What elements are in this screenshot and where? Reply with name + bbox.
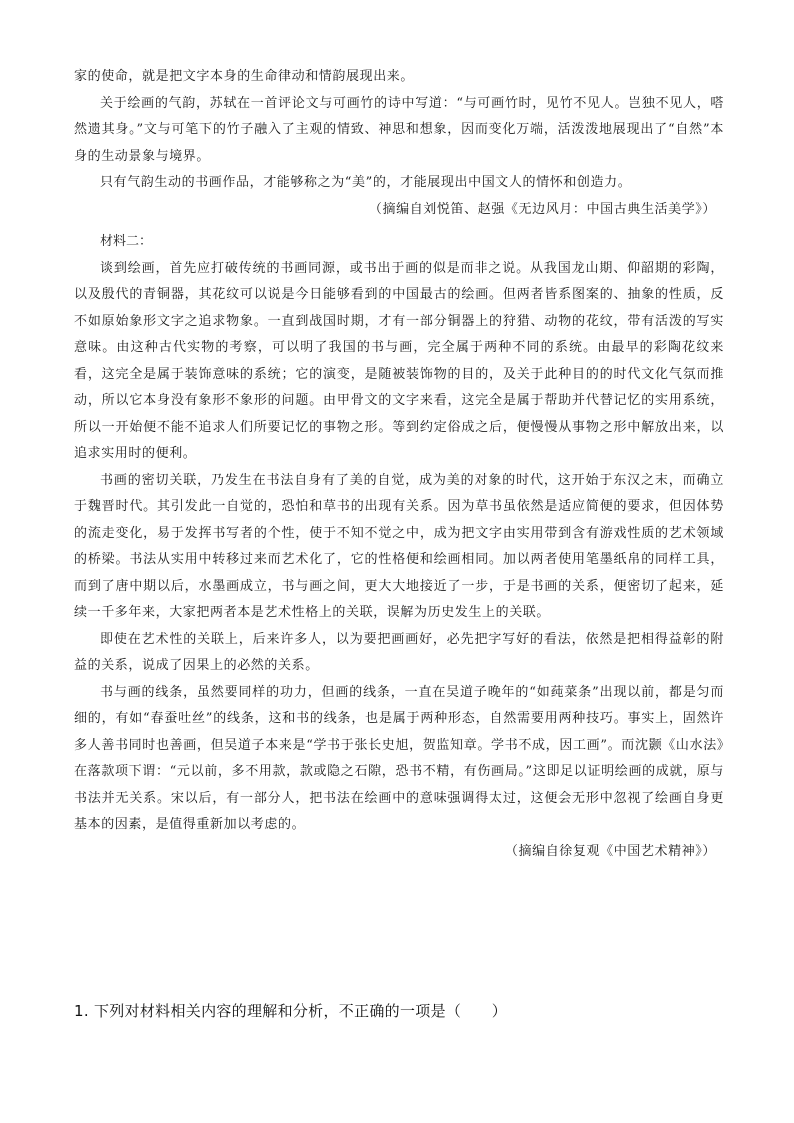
material1-source: （摘编自刘悦笛、赵强《无边风月：中国古典生活美学》）	[368, 201, 716, 217]
paragraph-calligraphy-painting-relation: 书画的密切关联，乃发生在书法自身有了美的自觉，成为美的对象的时代，这开始于东汉之末，而确立于魏晋时代。其引发此一自觉的，恐怕和草书的出现有关系。因为草书虽依然是适应简便的要求，但因体势的流走变化，易于发挥书写者的个性，使于不知不觉之中，成为把文字由实用带到含有游戏性质的艺术领域的桥梁。书法从实用中转移过来而艺术化了，它的性格便和绘画相同。加以两者使用笔墨纸帛的同样工具，而到了唐中期以后，水墨画成立，书与画之间，更大大地接近了一步，于是书画的关系，便密切了起来，延续一千多年来，大家把两者本是艺术性格上的关联，误解为历史发生上的关联。	[74, 472, 724, 620]
passage-body	[74, 64, 724, 865]
question-1: 1. 下列对材料相关内容的理解和分析，不正确的一项是（ ）	[74, 1002, 508, 1020]
paragraph-artistic-relation: 即使在艺术性的关联上，后来许多人，以为要把画画好，必先把字写好的看法，依然是把相得益彰的附益的关系，说成了因果上的必然的关系。	[74, 631, 724, 673]
paragraph-su-shi-bamboo: 关于绘画的气韵，苏轼在一首评论文与可画竹的诗中写道：“与可画竹时，见竹不见人。岂独不见人，嗒然遗其身。”文与可笔下的竹子融入了主观的情致、神思和想象，因而变化万端，活泼泼地展现出了“自然”本身的生动景象与境界。	[74, 95, 724, 164]
paragraph-origin-of-painting: 谈到绘画，首先应打破传统的书画同源，或书出于画的似是而非之说。从我国龙山期、仰韶期的彩陶，以及殷代的青铜器，其花纹可以说是今日能够看到的中国最古的绘画。但两者皆系图案的、抽象的性质，反不如原始象形文字之追求物象。一直到战国时期，才有一部分铜器上的狩猎、动物的花纹，带有活泼的写实意味。由这种古代实物的考察，可以明了我国的书与画，完全属于两种不同的系统。由最早的彩陶花纹来看，这完全是属于装饰意味的系统；它的演变，是随被装饰物的目的，及关于此种目的的时代文化气氛而推动，所以它本身没有象形不象形的问题。由甲骨文的文字来看，这完全是属于帮助并代替记忆的实用系统，所以一开始便不能不追求人们所要记忆的事物之形。等到约定俗成之后，便慢慢从事物之形中解放出来，以追求实用时的便利。	[74, 260, 724, 461]
material2-source: （摘编自徐复观《中国艺术精神》）	[504, 843, 716, 859]
paragraph-continuation: 家的使命，就是把文字本身的生命律动和情韵展现出来。	[74, 69, 415, 84]
paragraph-lines: 书与画的线条，虽然要同样的功力，但画的线条，一直在吴道子晚年的“如莼菜条”出现以前，都是匀而细的，有如“春蚕吐丝”的线条，这和书的线条，也是属于两种形态，自然需要用两种技巧。事实上，固然许多人善书同时也善画，但吴道子本来是“学书于张长史旭，贺监知章。学书不成，因工画”。而沈颢《山水法》在落款项下谓：“元以前，多不用款，款或隐之石隙，恐书不精，有伤画局。”这即足以证明绘画的成就，原与书法并无关系。宋以后，有一部分人，把书法在绘画中的意味强调得太过，这便会无形中忽视了绘画自身更基本的因素，是值得重新加以考虑的。	[74, 684, 724, 832]
paragraph-qiyun-conclusion: 只有气韵生动的书画作品，才能够称之为“美”的，才能展现出中国文人的情怀和创造力。	[100, 175, 632, 190]
material2-heading: 材料二：	[100, 234, 153, 249]
